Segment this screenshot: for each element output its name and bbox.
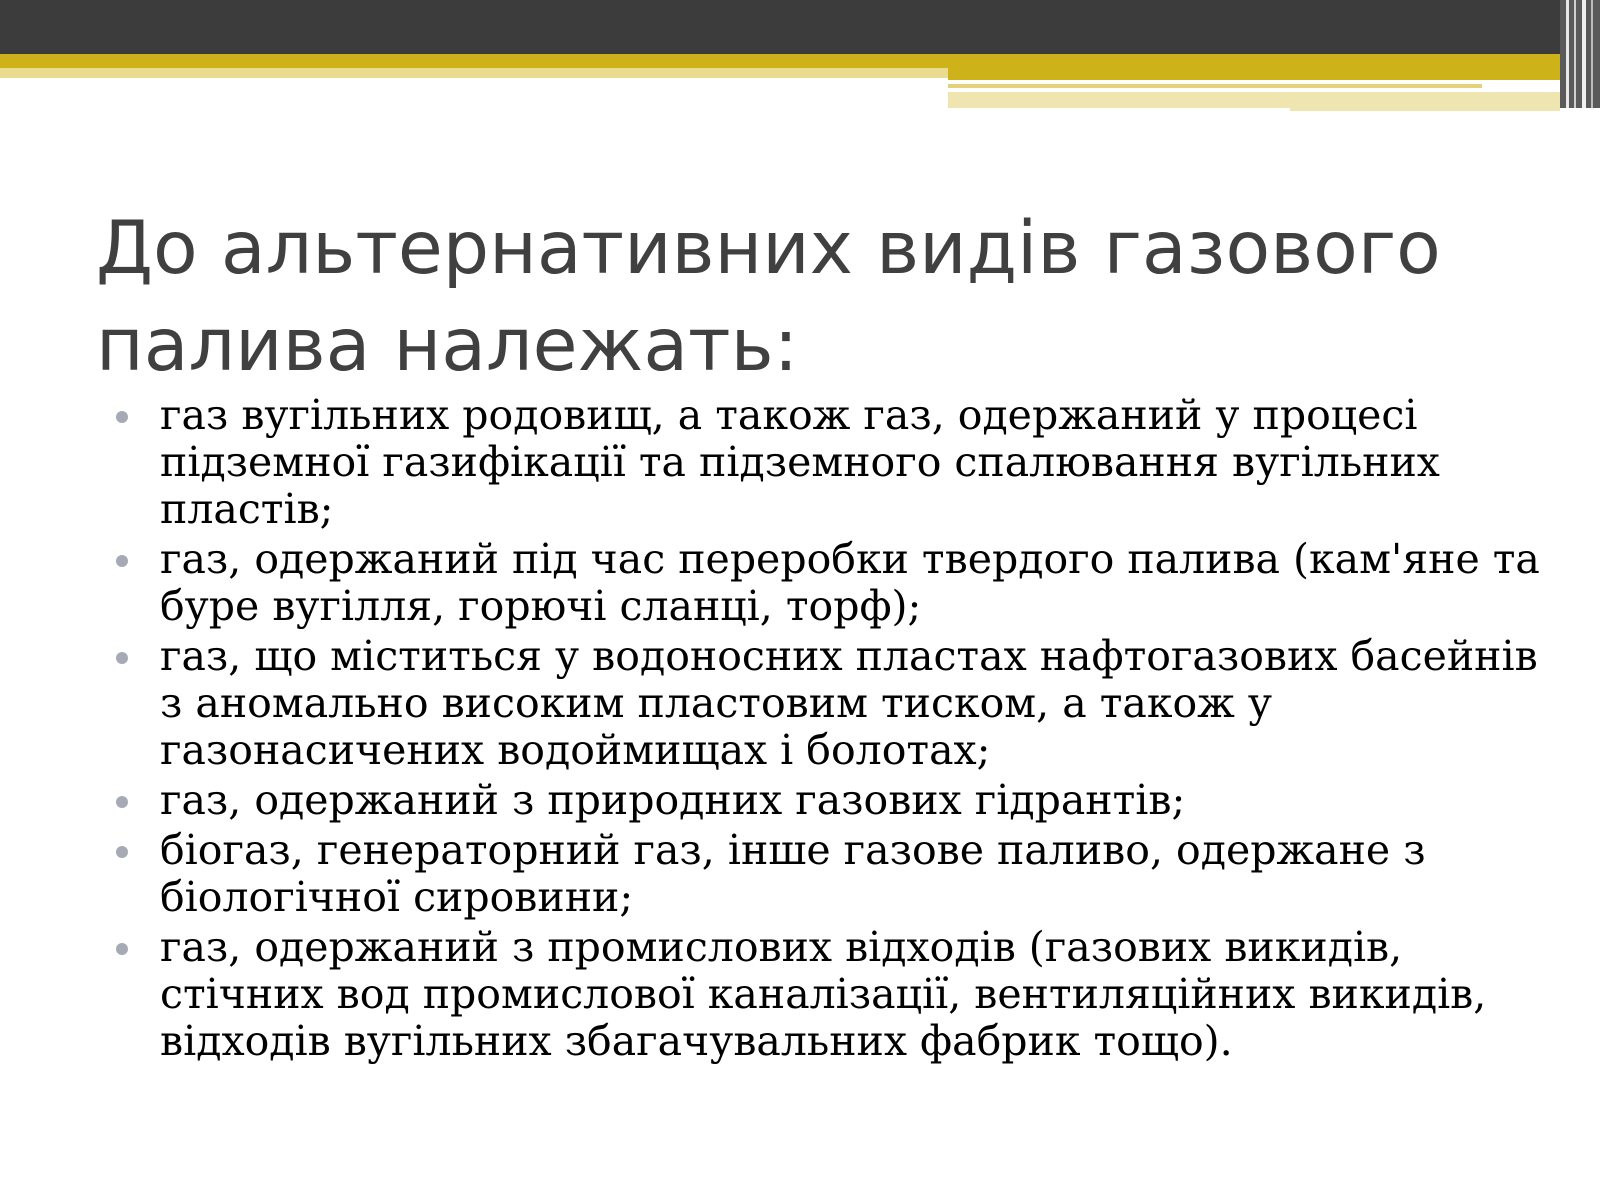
edge-stripe-light <box>1566 0 1569 108</box>
bullet-dot-icon <box>116 652 128 664</box>
header-band-dark <box>0 0 1560 54</box>
edge-stripe-light <box>1574 0 1576 108</box>
bullet-text: газ, одержаний з природних газових гідрантів; <box>160 776 1186 824</box>
bullet-item <box>116 827 1556 921</box>
header-band-pale-right <box>948 92 1560 108</box>
bullet-item <box>116 536 1556 630</box>
bullet-item <box>116 392 1556 533</box>
bullet-dot-icon <box>116 555 128 567</box>
header-line-short <box>1290 108 1560 111</box>
bullet-item <box>116 633 1556 774</box>
header-line <box>948 84 1482 88</box>
header-band-gold <box>0 54 1560 68</box>
bullet-text: газ вугільних родовищ, а також газ, одержаний у процесі підземної газифікації та підземного спалювання вугільних пластів; <box>160 391 1440 533</box>
slide-title: До альтернативних видів газового палива належать: <box>96 206 1441 388</box>
bullet-dot-icon <box>116 943 128 955</box>
bullet-item <box>116 777 1556 824</box>
header-band-pale <box>0 68 948 78</box>
bullet-text: газ, що міститься у водоносних пластах нафтогазових басейнів з аномально високим пластовим тиском, а також у газонасичених водоймищах і болотах; <box>160 632 1538 774</box>
edge-stripe-light <box>1582 0 1586 108</box>
bullet-dot-icon <box>116 846 128 858</box>
bullet-dot-icon <box>116 411 128 423</box>
bullet-dot-icon <box>116 796 128 808</box>
bullet-text: біогаз, генераторний газ, інше газове паливо, одержане з біологічної сировини; <box>160 826 1426 921</box>
header-band-gold-right <box>948 68 1560 80</box>
bullet-text: газ, одержаний під час переробки твердого палива (кам'яне та буре вугілля, горючі сланці, торф); <box>160 535 1540 630</box>
edge-stripe-light <box>1591 0 1593 108</box>
bullet-list <box>116 392 1556 1068</box>
bullet-item <box>116 924 1556 1065</box>
bullet-text: газ, одержаний з промислових відходів (газових викидів, стічних вод промислової каналізації, вентиляційних викидів, відходів вугільних збагачувальних фабрик тощо). <box>160 923 1487 1065</box>
